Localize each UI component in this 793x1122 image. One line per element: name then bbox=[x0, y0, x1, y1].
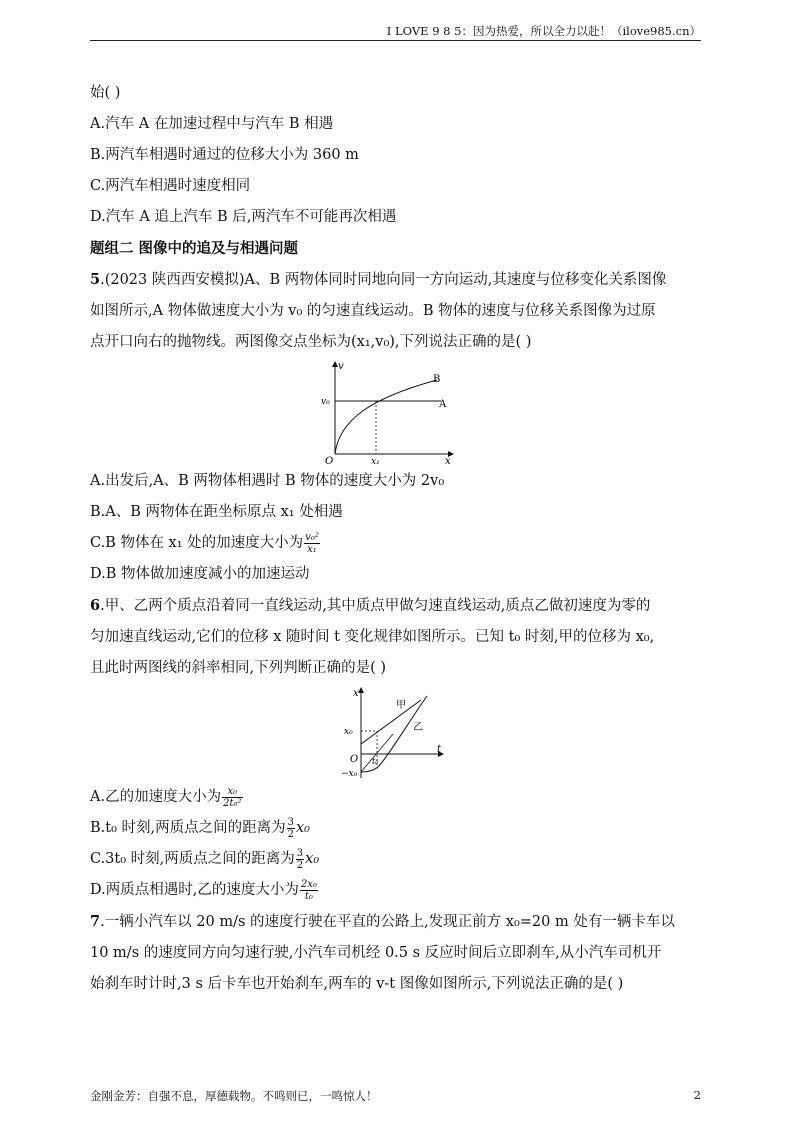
section-title: 题组二 图像中的追及与相遇问题 bbox=[90, 240, 299, 257]
q6-option-c-post: x₀ bbox=[305, 851, 320, 867]
q6-option-b bbox=[90, 813, 702, 844]
q6-option-d bbox=[90, 875, 702, 906]
q6-option-a-fraction bbox=[222, 786, 242, 809]
q6-option-c bbox=[90, 844, 702, 875]
q5-option-d: D.B 物体做加速度减小的加速运动 bbox=[90, 566, 310, 582]
page-number: 2 bbox=[693, 1088, 701, 1102]
q6-option-c-num: 3 bbox=[296, 847, 304, 859]
q5-label-v0: v₀ bbox=[321, 397, 330, 407]
q6-option-a-text: A.乙的加速度大小为 bbox=[90, 789, 222, 805]
q6-label-x0: x₀ bbox=[344, 727, 353, 737]
q5-figure bbox=[321, 360, 471, 466]
q6-option-a-num: x₀ bbox=[222, 786, 242, 798]
q6-option-b-den: 2 bbox=[287, 828, 294, 840]
q5-curve-b bbox=[335, 380, 437, 454]
q6-line1 bbox=[90, 590, 702, 622]
q6-option-b-text: B.t₀ 时刻,两质点之间的距离为 bbox=[90, 820, 286, 836]
q5-number: 5 bbox=[90, 271, 101, 288]
q6-option-c-den: 2 bbox=[296, 859, 304, 871]
footer-motto: 金刚金芳：自强不息，厚德载物。不鸣则已，一鸣惊人！ bbox=[90, 1089, 378, 1103]
q7-number: 7 bbox=[90, 913, 101, 930]
q6-figure bbox=[331, 686, 461, 782]
q6-option-b-num: 3 bbox=[287, 816, 294, 828]
q6-line-jia bbox=[361, 700, 421, 744]
q5-label-b: B bbox=[433, 374, 441, 385]
q4-option-a: A.汽车 A 在加速过程中与汽车 B 相遇 bbox=[90, 116, 334, 132]
q5-label-x1: x₁ bbox=[371, 457, 380, 466]
q6-option-a bbox=[90, 782, 702, 813]
q6-option-c-fraction bbox=[296, 848, 304, 871]
q6-option-d-num: 2x₀ bbox=[300, 878, 317, 890]
q5-option-c-num: v₀² bbox=[305, 531, 319, 543]
q6-option-d-fraction bbox=[300, 879, 318, 902]
q6-text1: .甲、乙两个质点沿着同一直线运动,其中质点甲做匀速直线运动,质点乙做初速度为零的 bbox=[100, 598, 651, 614]
q6-option-a-den: 2t₀² bbox=[223, 797, 242, 809]
q6-option-b-fraction bbox=[287, 817, 295, 840]
q5-line2: 如图所示,A 物体做速度大小为 v₀ 的匀速直线运动。B 物体的速度与位移关系图像为过原 bbox=[90, 303, 656, 319]
q4-option-d: D.汽车 A 追上汽车 B 后,两汽车不可能再次相遇 bbox=[90, 209, 397, 225]
q5-option-c-text: C.B 物体在 x₁ 处的加速度大小为 bbox=[90, 535, 304, 551]
q6-label-o: O bbox=[350, 754, 359, 765]
q5-option-c-den: x₁ bbox=[307, 543, 317, 555]
q6-option-d-den: t₀ bbox=[304, 890, 313, 902]
q7-line2: 10 m/s 的速度同方向匀速行驶,小汽车司机经 0.5 s 反应时间后立即刹车,从小汽车司机开 bbox=[90, 945, 662, 961]
page-content bbox=[90, 78, 702, 1000]
page-header: I LOVE 9 8 5：因为热爱，所以全力以赴！（ilove985.cn） bbox=[90, 22, 701, 41]
q5-label-v: v bbox=[338, 361, 344, 372]
q6-line2: 匀加速直线运动,它们的位移 x 随时间 t 变化规律如图所示。已知 t₀ 时刻,甲的位移为 x₀, bbox=[90, 629, 655, 645]
q5-option-a: A.出发后,A、B 两物体相遇时 B 物体的速度大小为 2v₀ bbox=[90, 473, 445, 489]
q6-line3: 且此时两图线的斜率相同,下列判断正确的是( ) bbox=[90, 660, 387, 676]
q5-option-c bbox=[90, 528, 702, 559]
q6-label-neg-x0: −x₀ bbox=[341, 769, 358, 779]
q4-tail: 始( ) bbox=[90, 85, 121, 101]
q6-number: 6 bbox=[90, 597, 101, 614]
q7-line1 bbox=[90, 906, 702, 938]
q7-text1: .一辆小汽车以 20 m/s 的速度行驶在平直的公路上,发现正前方 x₀=20 m 处有一辆卡车以 bbox=[100, 914, 675, 930]
q6-label-x: x bbox=[353, 688, 359, 699]
q5-text1: .(2023 陕西西安模拟)A、B 两物体同时同地向同一方向运动,其速度与位移变化关系图像 bbox=[100, 272, 667, 288]
q4-option-c: C.两汽车相遇时速度相同 bbox=[90, 178, 251, 194]
q6-label-t0: t₀ bbox=[372, 757, 379, 766]
q5-line1 bbox=[90, 264, 702, 296]
q6-option-b-post: x₀ bbox=[296, 820, 310, 836]
q6-label-t: t bbox=[437, 744, 442, 755]
q6-option-c-text: C.3t₀ 时刻,两质点之间的距离为 bbox=[90, 851, 295, 867]
q5-option-b: B.A、B 两物体在距坐标原点 x₁ 处相遇 bbox=[90, 504, 343, 520]
q7-line3: 始刹车时计时,3 s 后卡车也开始刹车,两车的 v-t 图像如图所示,下列说法正确的是( ) bbox=[90, 976, 624, 992]
q6-option-d-text: D.两质点相遇时,乙的速度大小为 bbox=[90, 882, 299, 898]
q6-label-yi: 乙 bbox=[413, 722, 423, 733]
q5-label-o: O bbox=[325, 456, 334, 466]
q5-label-a: A bbox=[439, 399, 447, 410]
q6-label-jia: 甲 bbox=[396, 700, 406, 711]
q4-option-b: B.两汽车相遇时通过的位移大小为 360 m bbox=[90, 147, 359, 163]
q5-label-x: x bbox=[445, 456, 451, 466]
q5-line3: 点开口向右的抛物线。两图像交点坐标为(x₁,v₀),下列说法正确的是( ) bbox=[90, 334, 532, 350]
q5-option-c-fraction bbox=[304, 532, 320, 555]
